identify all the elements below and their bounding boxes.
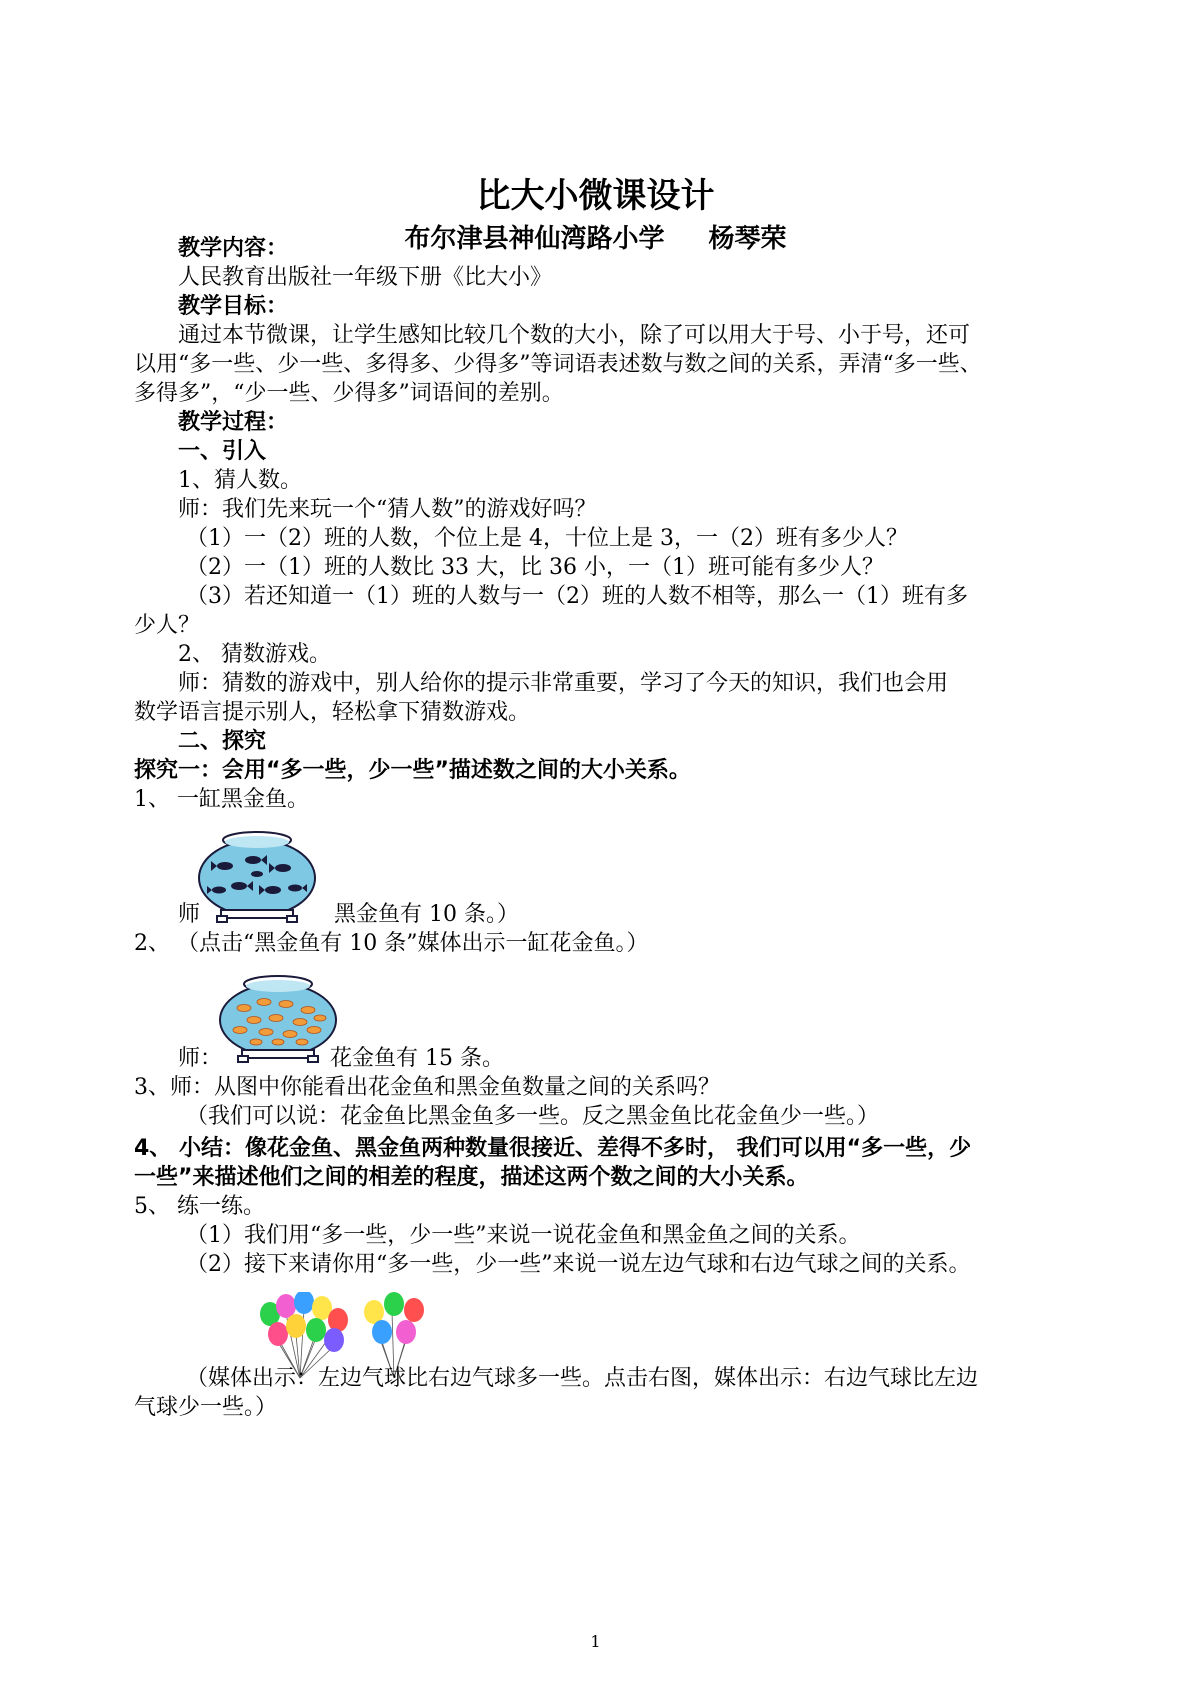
item-2: 2、 （点击“黑金鱼有 10 条”媒体出示一缸花金鱼。） <box>134 931 649 956</box>
caption-2-right: 花金鱼有 15 条。 <box>330 1046 504 1071</box>
part1-line: （3）若还知道一（1）班的人数与一（2）班的人数不相等，那么一（1）班有多 <box>186 584 968 609</box>
balloon-line: （媒体出示：左边气球比右边气球多一些。点击右图，媒体出示：右边气球比左边 <box>186 1366 979 1391</box>
part1-line: 师：猜数的游戏中，别人给你的提示非常重要，学习了今天的知识，我们也会用 <box>178 671 949 696</box>
practice-line: （1）我们用“多一些，少一些”来说一说花金鱼和黑金鱼之间的关系。 <box>186 1223 861 1248</box>
part1-line: 师：我们先来玩一个“猜人数”的游戏好吗？ <box>178 497 597 522</box>
part2-heading: 二、探究 <box>178 729 267 754</box>
gold-goldfish-bowl-image <box>216 974 340 1064</box>
part1-line: （2）一（1）班的人数比 33 大，比 36 小，一（1）班可能有多少人？ <box>186 555 884 580</box>
school-name: 布尔津县神仙湾路小学 <box>404 224 665 254</box>
caption-1-right: 黑金鱼有 10 条。） <box>334 902 519 927</box>
process-heading: 教学过程： <box>178 410 289 435</box>
content-text: 人民教育出版社一年级下册《比大小》 <box>178 265 553 290</box>
page-number: 1 <box>590 1632 601 1651</box>
content-heading: 教学内容： <box>178 236 289 261</box>
author-name: 杨琴荣 <box>708 224 787 254</box>
balloon-line: 气球少一些。） <box>134 1395 278 1420</box>
goal-line: 通过本节微课，让学生感知比较几个数的大小，除了可以用大于号、小于号，还可 <box>178 323 971 348</box>
practice-line: （2）接下来请你用“多一些，少一些”来说一说左边气球和右边气球之间的关系。 <box>186 1252 971 1277</box>
part1-line: （1）一（2）班的人数，个位上是 4，十位上是 3，一（2）班有多少人？ <box>186 526 908 551</box>
part1-heading: 一、引入 <box>178 439 267 464</box>
part1-line: 少人？ <box>134 613 201 638</box>
item-3-answer: （我们可以说：花金鱼比黑金鱼多一些。反之黑金鱼比花金鱼少一些。） <box>186 1104 880 1129</box>
item-3: 3、师：从图中你能看出花金鱼和黑金鱼数量之间的关系吗？ <box>134 1075 720 1100</box>
page-title: 比大小微课设计 <box>476 176 715 216</box>
summary-line: 4、 小结：像花金鱼、黑金鱼两种数量很接近、差得不多时， 我们可以用“多一些，少 <box>134 1136 972 1161</box>
part1-line: 2、 猜数游戏。 <box>178 642 331 667</box>
black-goldfish-bowl-image <box>195 830 319 924</box>
summary-line: 一些”来描述他们之间的相差的程度，描述这两个数之间的大小关系。 <box>134 1165 809 1190</box>
part1-line: 1、猜人数。 <box>178 468 302 493</box>
item-1: 1、 一缸黑金鱼。 <box>134 787 309 812</box>
explore1-heading: 探究一：会用“多一些，少一些”描述数之间的大小关系。 <box>134 758 691 783</box>
goal-line: 多得多”，“少一些、少得多”词语间的差别。 <box>134 381 564 406</box>
item-5: 5、 练一练。 <box>134 1194 265 1219</box>
caption-2-left: 师： <box>178 1046 223 1071</box>
part1-line: 数学语言提示别人，轻松拿下猜数游戏。 <box>134 700 531 725</box>
caption-1-left: 师 <box>178 902 201 927</box>
goal-line: 以用“多一些、少一些、多得多、少得多”等词语表述数与数之间的关系，弄清“多一些、 <box>134 352 982 377</box>
goal-heading: 教学目标： <box>178 294 289 319</box>
